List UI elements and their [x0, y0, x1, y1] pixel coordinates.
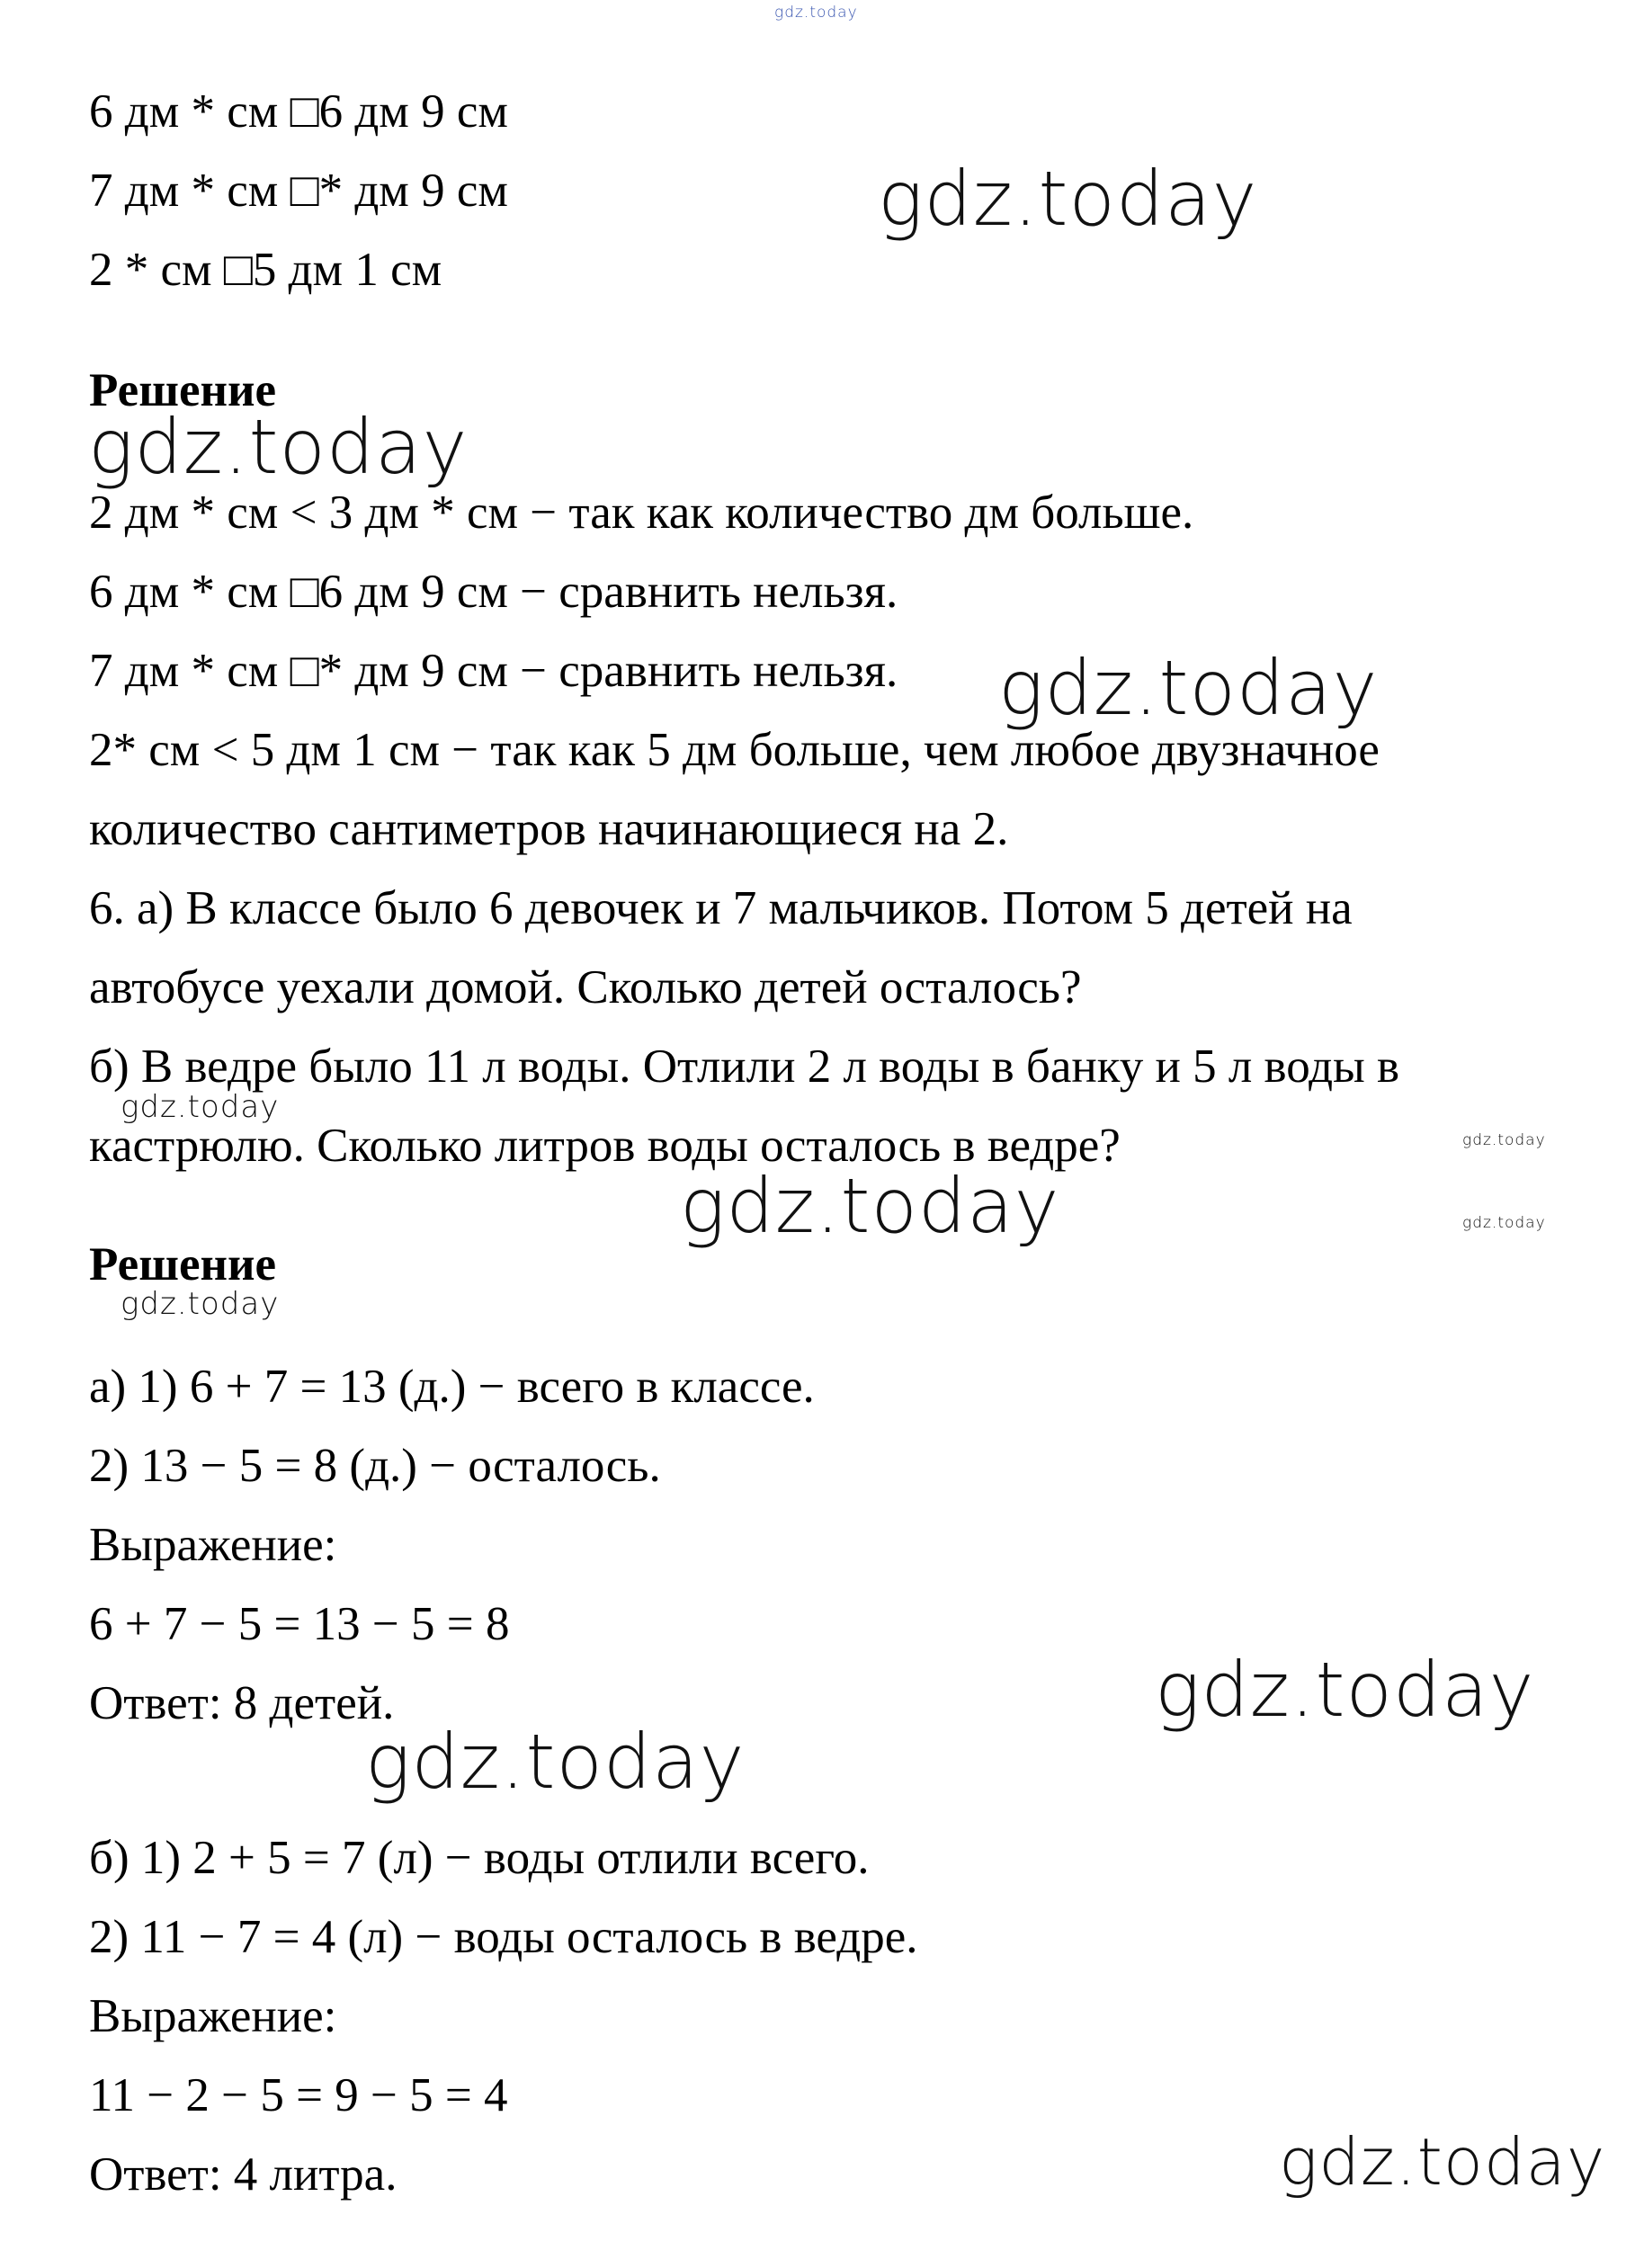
solution2-b-line-4: 11 − 2 − 5 = 9 − 5 = 4 — [89, 2069, 508, 2121]
watermark: gdz.today — [680, 1162, 1060, 1250]
solution2-b-line-3: Выражение: — [89, 1990, 337, 2042]
problem-line-1: 6 дм * см □6 дм 9 см — [89, 85, 508, 138]
watermark: gdz.today — [998, 644, 1379, 732]
solution2-b-answer: Ответ: 4 литра. — [89, 2148, 398, 2201]
watermark: gdz.today — [121, 1089, 280, 1125]
watermark: gdz.today — [365, 1718, 746, 1806]
watermark: gdz.today — [1279, 2124, 1606, 2200]
problem-line-2: 7 дм * см □* дм 9 см — [89, 165, 508, 217]
solution1-line-4: 2* см < 5 дм 1 см − так как 5 дм больше, чем любое двузначное — [89, 724, 1380, 776]
solution-heading-2: Решение — [89, 1238, 277, 1290]
problem-line-3: 2 * см □5 дм 1 см — [89, 244, 442, 296]
watermark: gdz.today — [1462, 1131, 1546, 1149]
task6-line-1: 6. а) В классе было 6 девочек и 7 мальчиков. Потом 5 детей на — [89, 882, 1353, 934]
solution2-b-line-1: б) 1) 2 + 5 = 7 (л) − воды отлили всего. — [89, 1832, 870, 1884]
watermark: gdz.today — [1462, 1214, 1546, 1232]
solution1-line-2: 6 дм * см □6 дм 9 см − сравнить нельзя. — [89, 566, 898, 618]
solution2-a-answer: Ответ: 8 детей. — [89, 1677, 395, 1729]
solution2-a-line-3: Выражение: — [89, 1519, 337, 1571]
task6-line-4: кастрюлю. Сколько литров воды осталось в ведре? — [89, 1120, 1121, 1172]
solution2-b-line-2: 2) 11 − 7 = 4 (л) − воды осталось в ведре. — [89, 1911, 918, 1963]
solution2-a-line-1: а) 1) 6 + 7 = 13 (д.) − всего в классе. — [89, 1361, 815, 1413]
solution-heading-1: Решение — [89, 364, 277, 416]
solution1-line-5: количество сантиметров начинающиеся на 2. — [89, 803, 1009, 855]
solution1-line-3: 7 дм * см □* дм 9 см − сравнить нельзя. — [89, 645, 898, 697]
task6-line-3: б) В ведре было 11 л воды. Отлили 2 л воды в банку и 5 л воды в — [89, 1040, 1400, 1093]
watermark-top: gdz.today — [774, 4, 858, 22]
watermark: gdz.today — [1155, 1646, 1535, 1734]
solution1-line-1: 2 дм * см < 3 дм * см − так как количество дм больше. — [89, 487, 1194, 539]
watermark: gdz.today — [88, 403, 469, 491]
watermark: gdz.today — [121, 1286, 280, 1322]
solution2-a-line-4: 6 + 7 − 5 = 13 − 5 = 8 — [89, 1598, 510, 1650]
solution2-a-line-2: 2) 13 − 5 = 8 (д.) − осталось. — [89, 1440, 661, 1492]
task6-line-2: автобусе уехали домой. Сколько детей осталось? — [89, 961, 1082, 1013]
watermark: gdz.today — [878, 155, 1258, 243]
